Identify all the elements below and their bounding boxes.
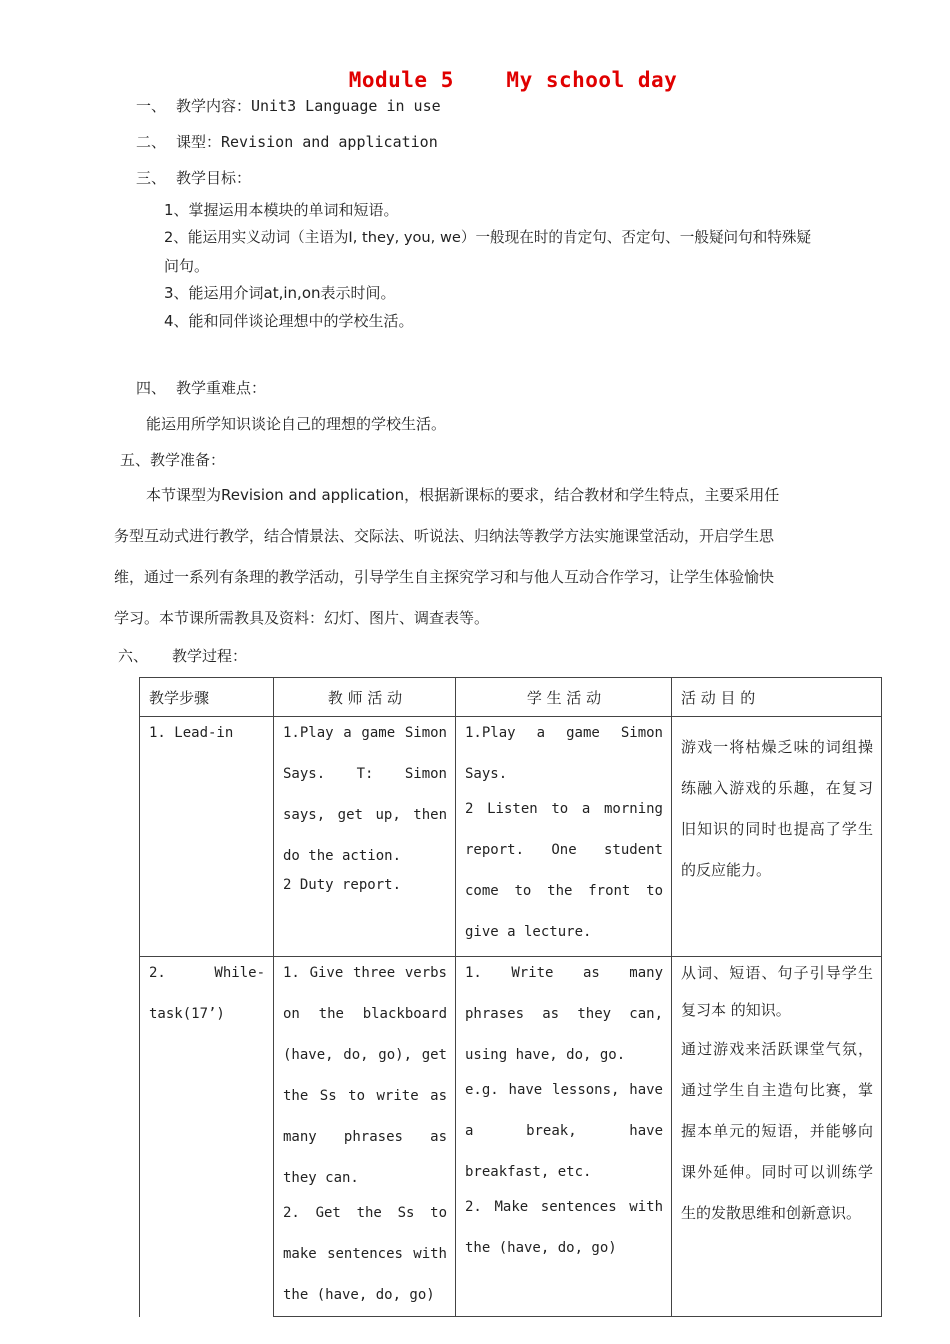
section-3-heading: 教学目标：: [176, 169, 252, 187]
step-label: 2. While-task(17’): [149, 965, 265, 1022]
step-cell: [140, 957, 274, 1317]
document-title: Module 5 My school day: [348, 68, 678, 92]
teacher-activity-text: 1.Play a game Simon Says. T: Simon says, get up, then do the action.: [283, 725, 447, 864]
section-2-text: 课型：Revision and application: [176, 133, 438, 151]
student-activity-text: 2 Listen to a morning report. One student come to the front to give a lecture.: [465, 801, 663, 940]
student-activity-text: 2. Make sentences with the (have, do, go): [465, 1199, 663, 1256]
section-5-line: 学习。本节课所需教具及资料：幻灯、图片、调查表等。: [114, 609, 490, 627]
header-step: 教学步骤: [140, 678, 274, 717]
student-activity-text: e.g. have lessons, have a break, have breakfast, etc.: [465, 1082, 663, 1180]
section-4-heading: 教学重难点：: [176, 379, 267, 397]
teacher-activity-text: 1. Give three verbs on the blackboard (have, do, go), get the Ss to write as many phrases as they can.: [283, 965, 447, 1186]
step-label: 1. Lead-in: [149, 725, 234, 741]
section-6-heading: 教学过程：: [172, 647, 248, 665]
purpose-text: 从词、短语、句子引导学生复习本 的知识。: [681, 964, 873, 1019]
student-activity-text: 1. Write as many phrases as they can, using have, do, go.: [465, 965, 663, 1063]
section-2-number: 二、: [136, 133, 167, 151]
table-row: [140, 717, 882, 957]
section-5-line: 本节课型为Revision and application，根据新课标的要求，结合教材和学生特点，主要采用任: [146, 486, 780, 504]
section-1-number: 一、: [136, 97, 167, 115]
objective-item: 1、掌握运用本模块的单词和短语。: [164, 201, 399, 219]
section-4-body: 能运用所学知识谈论自己的理想的学校生活。: [146, 415, 447, 433]
purpose-text: 通过游戏来活跃课堂气氛，通过学生自主造句比赛，掌握本单元的短语，并能够向课外延伸。同时可以训练学生的发散思维和创新意识。: [681, 1040, 873, 1222]
objective-item: 4、能和同伴谈论理想中的学校生活。: [164, 312, 414, 330]
purpose-cell: [672, 717, 882, 957]
objective-item-continued: 问句。: [164, 257, 210, 275]
teacher-activity-cell: [274, 957, 456, 1317]
teacher-activity-text: 2 Duty report.: [283, 877, 402, 893]
header-teacher: 教 师 活 动: [274, 678, 456, 717]
purpose-cell: [672, 957, 882, 1317]
student-activity-cell: [456, 957, 672, 1317]
header-purpose: 活 动 目 的: [672, 678, 882, 717]
step-cell: [140, 717, 274, 957]
objective-item: 2、能运用实义动词（主语为I, they, you, we）一般现在时的肯定句、否定句、一般疑问句和特殊疑: [164, 229, 812, 246]
section-3-number: 三、: [136, 169, 167, 187]
teacher-activity-cell: [274, 717, 456, 957]
objective-item: 3、能运用介词at,in,on表示时间。: [164, 284, 396, 302]
student-activity-text: 1.Play a game Simon Says.: [465, 725, 663, 782]
section-5-heading: 五、教学准备：: [120, 451, 226, 469]
section-1-text: 教学内容：Unit3 Language in use: [176, 97, 441, 115]
section-4-number: 四、: [136, 379, 167, 397]
section-6-number: 六、: [118, 647, 149, 665]
section-5-line: 维，通过一系列有条理的教学活动，引导学生自主探究学习和与他人互动合作学习，让学生体验愉快: [114, 568, 775, 586]
table-row: [140, 957, 882, 1317]
section-5-line: 务型互动式进行教学，结合情景法、交际法、听说法、归纳法等教学方法实施课堂活动，开启学生思: [114, 527, 775, 545]
teacher-activity-text: 2. Get the Ss to make sentences with the (have, do, go): [283, 1205, 447, 1303]
teaching-process-table: [139, 677, 882, 1317]
student-activity-cell: [456, 717, 672, 957]
purpose-text: 游戏一将枯燥乏味的词组操练融入游戏的乐趣，在复习旧知识的同时也提高了学生的反应能力。: [681, 738, 873, 879]
table-header-row: [140, 678, 882, 717]
header-student: 学 生 活 动: [456, 678, 672, 717]
